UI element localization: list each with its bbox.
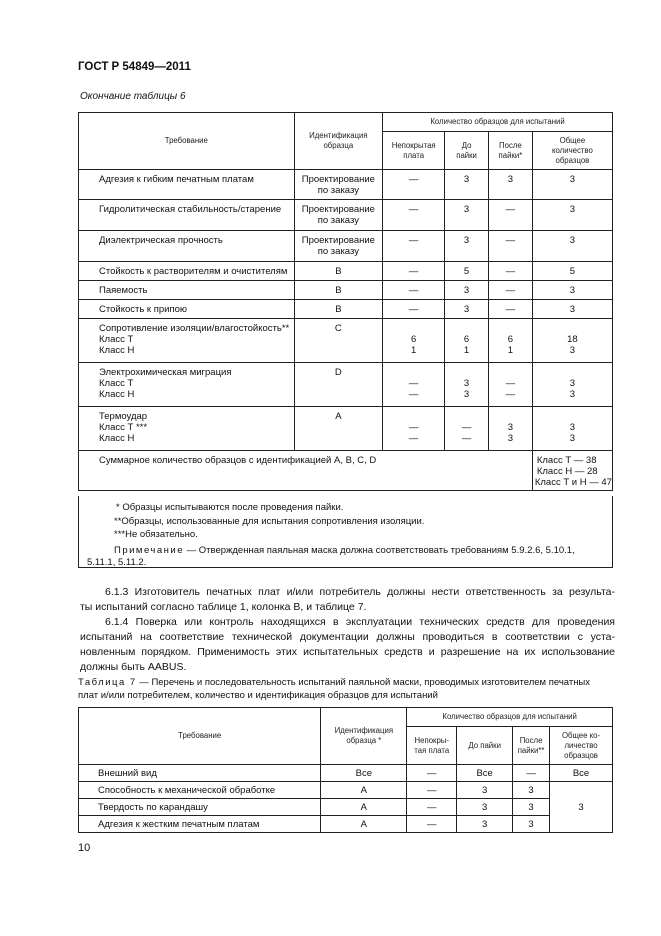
header-requirement: Требование	[79, 113, 295, 170]
before-cell: 3	[445, 300, 489, 319]
identification-cell: Проектирование по заказу	[294, 231, 382, 262]
paragraph-6-1-4: 6.1.4 Поверка или контроль находящихся в эксплуатации технических средств для проведения испытаний на соответствие технической документации должны проводиться в соответствии с уста- новленным порядком. Применимость этих испытательных средств и разрешение на их использование должны быть AABUS.	[80, 616, 615, 673]
table-row	[79, 363, 613, 407]
requirement-cell: Твердость по карандашу	[79, 799, 321, 816]
header-before-soldering: До пайки	[457, 727, 513, 765]
before-cell: 3	[445, 170, 489, 200]
identification-cell: А	[321, 799, 407, 816]
requirement-cell: Адгезия к жестким печатным платам	[79, 816, 321, 833]
identification-cell: В	[294, 281, 382, 300]
before-cell: 3	[445, 200, 489, 231]
uncoated-cell: —	[383, 300, 445, 319]
summary-row	[79, 451, 613, 491]
table-6	[78, 112, 613, 491]
identification-cell: Проектирование по заказу	[294, 170, 382, 200]
identification-cell: В	[294, 300, 382, 319]
uncoated-cell: —	[407, 765, 457, 782]
total-cell: 5	[532, 262, 612, 281]
table-row	[79, 765, 613, 782]
requirement-cell: Адгезия к гибким печатным платам	[79, 170, 295, 200]
summary-values: Класс Т — 38 Класс Н — 28 Класс Т и Н — 47	[532, 451, 612, 491]
after-cell: 3 3	[488, 407, 532, 451]
uncoated-cell: —	[383, 262, 445, 281]
total-cell: 3 3	[532, 407, 612, 451]
identification-cell: Все	[321, 765, 407, 782]
before-cell: 6 1	[445, 319, 489, 363]
table-row	[79, 281, 613, 300]
uncoated-cell: —	[383, 231, 445, 262]
identification-cell: А	[294, 407, 382, 451]
header-identification: Идентификация образца	[294, 113, 382, 170]
requirement-cell: Термоудар Класс Т *** Класс Н	[79, 407, 295, 451]
table-row	[79, 407, 613, 451]
uncoated-cell: — —	[383, 407, 445, 451]
requirement-cell: Гидролитическая стабильность/старение	[79, 200, 295, 231]
after-cell: —	[488, 300, 532, 319]
before-cell: — —	[445, 407, 489, 451]
paragraph-6-1-3: 6.1.3 Изготовитель печатных плат и/или потребитель должны нести ответственность за результа- ты испытаний согласно таблице 1, колонка В, и таблице 7.	[80, 586, 615, 613]
after-cell: — —	[488, 363, 532, 407]
before-cell: 3	[457, 816, 513, 833]
header-uncoated: Непокры- тая плата	[407, 727, 457, 765]
table-row	[79, 262, 613, 281]
total-cell: 3	[532, 231, 612, 262]
uncoated-cell: —	[407, 799, 457, 816]
table-row	[79, 300, 613, 319]
identification-cell: В	[294, 262, 382, 281]
after-cell: 3	[513, 816, 550, 833]
requirement-cell: Внешний вид	[79, 765, 321, 782]
footnote: ***Не обязательно.	[114, 529, 198, 540]
page-number: 10	[78, 842, 91, 854]
total-cell: 3	[532, 200, 612, 231]
table-row	[79, 782, 613, 799]
table-7	[78, 707, 613, 833]
table-row	[79, 200, 613, 231]
uncoated-cell: —	[407, 816, 457, 833]
uncoated-cell: — —	[383, 363, 445, 407]
total-cell: 3	[532, 170, 612, 200]
before-cell: 3 3	[445, 363, 489, 407]
before-cell: 3	[457, 782, 513, 799]
uncoated-cell: 6 1	[383, 319, 445, 363]
after-cell: —	[488, 200, 532, 231]
requirement-cell: Способность к механической обработке	[79, 782, 321, 799]
footnote: * Образцы испытываются после проведения пайки.	[116, 502, 344, 513]
table-row	[79, 799, 613, 816]
after-cell: —	[513, 765, 550, 782]
after-cell: 3	[488, 170, 532, 200]
header-after-soldering: После пайки*	[488, 132, 532, 170]
after-cell: 3	[513, 782, 550, 799]
table-row	[79, 231, 613, 262]
table-7-title: Таблица 7 — Перечень и последовательность испытаний паяльной маски, проводимых изготовителем печатных плат и/или потребителем, количество и идентификация образцов для испытаний	[78, 677, 591, 701]
after-cell: —	[488, 231, 532, 262]
footnote: **Образцы, использованные для испытания сопротивления изоляции.	[114, 516, 425, 527]
total-cell: 18 3	[532, 319, 612, 363]
table-row	[79, 816, 613, 833]
requirement-cell: Стойкость к припою	[79, 300, 295, 319]
summary-label: Суммарное количество образцов с идентификацией А, В, С, D	[79, 451, 533, 491]
requirement-cell: Электрохимическая миграция Класс Т Класс Н	[79, 363, 295, 407]
identification-cell: А	[321, 782, 407, 799]
identification-cell: Проектирование по заказу	[294, 200, 382, 231]
after-cell: —	[488, 281, 532, 300]
uncoated-cell: —	[383, 200, 445, 231]
header-before-soldering: До пайки	[445, 132, 489, 170]
header-total: Общее количество образцов	[532, 132, 612, 170]
header-after-soldering: После пайки**	[513, 727, 550, 765]
total-cell-merged: 3	[550, 782, 613, 833]
after-cell: 3	[513, 799, 550, 816]
table-row	[79, 319, 613, 363]
total-cell: Все	[550, 765, 613, 782]
header-requirement: Требование	[79, 708, 321, 765]
table-notes	[78, 496, 613, 568]
before-cell: Все	[457, 765, 513, 782]
uncoated-cell: —	[407, 782, 457, 799]
remark-continuation: 5.11.1, 5.11.2.	[87, 557, 147, 568]
total-cell: 3 3	[532, 363, 612, 407]
before-cell: 5	[445, 262, 489, 281]
before-cell: 3	[445, 281, 489, 300]
identification-cell: D	[294, 363, 382, 407]
after-cell: —	[488, 262, 532, 281]
header-sample-count: Количество образцов для испытаний	[383, 113, 613, 132]
header-total: Общее ко- личество образцов	[550, 727, 613, 765]
header-identification: Идентификация образца *	[321, 708, 407, 765]
header-sample-count: Количество образцов для испытаний	[407, 708, 613, 727]
requirement-cell: Сопротивление изоляции/влагостойкость** Класс Т Класс Н	[79, 319, 295, 363]
requirement-cell: Стойкость к растворителям и очистителям	[79, 262, 295, 281]
total-cell: 3	[532, 281, 612, 300]
table-row	[79, 170, 613, 200]
identification-cell: А	[321, 816, 407, 833]
total-cell: 3	[532, 300, 612, 319]
table-caption: Окончание таблицы 6	[80, 91, 186, 102]
remark: Примечание — Отвержденная паяльная маска должна соответствовать требованиям 5.9.2.6, 5.10.1,	[114, 545, 575, 556]
before-cell: 3	[445, 231, 489, 262]
identification-cell: С	[294, 319, 382, 363]
after-cell: 6 1	[488, 319, 532, 363]
before-cell: 3	[457, 799, 513, 816]
uncoated-cell: —	[383, 281, 445, 300]
document-header: ГОСТ Р 54849—2011	[78, 61, 191, 73]
uncoated-cell: —	[383, 170, 445, 200]
header-uncoated: Непокрытая плата	[383, 132, 445, 170]
requirement-cell: Диэлектрическая прочность	[79, 231, 295, 262]
requirement-cell: Паяемость	[79, 281, 295, 300]
